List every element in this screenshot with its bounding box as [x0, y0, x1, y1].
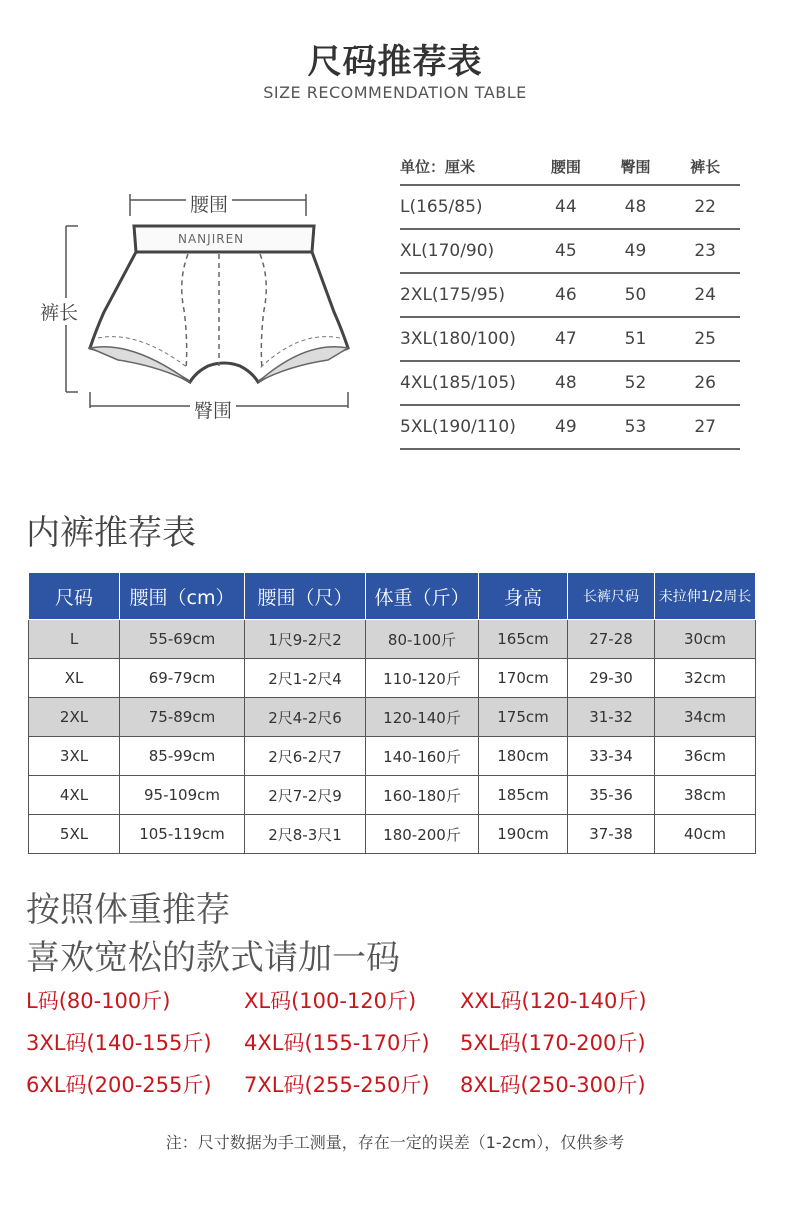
list-item: XL码(100-120斤)	[244, 989, 417, 1013]
brand-text: NANJIREN	[178, 232, 245, 246]
page-subtitle: SIZE RECOMMENDATION TABLE	[263, 83, 527, 102]
table-cell: 30cm	[655, 620, 756, 659]
table-cell: 75-89cm	[120, 698, 245, 737]
table-cell: 110-120斤	[366, 659, 479, 698]
list-item: XXL码(120-140斤)	[460, 989, 647, 1013]
table-cell: 4XL	[29, 776, 120, 815]
table-cell: 1尺9-2尺2	[245, 620, 366, 659]
list-item: 4XL码(155-170斤)	[244, 1031, 430, 1055]
table-cell: 55-69cm	[120, 620, 245, 659]
table-cell: 29-30	[568, 659, 655, 698]
table-cell: 27-28	[568, 620, 655, 659]
table-cell: 2尺4-2尺6	[245, 698, 366, 737]
page-title: 尺码推荐表	[307, 42, 483, 82]
table-cell: 2尺1-2尺4	[245, 659, 366, 698]
list-item: 5XL码(170-200斤)	[460, 1031, 646, 1055]
list-item: 3XL码(140-155斤)	[26, 1031, 212, 1055]
table-cell: 2XL	[29, 698, 120, 737]
table-cell: 46	[531, 273, 601, 317]
table-cell: 32cm	[655, 659, 756, 698]
table-row	[400, 185, 740, 229]
table-row	[400, 361, 740, 405]
table-cell: 175cm	[479, 698, 568, 737]
table-cell: 31-32	[568, 698, 655, 737]
length-label: 裤长	[40, 298, 78, 325]
table-cell: 4XL(185/105)	[400, 361, 531, 405]
waist-label: 腰围	[186, 190, 232, 217]
hip-label: 臀围	[190, 396, 236, 423]
table-cell: 24	[670, 273, 740, 317]
table-cell: 36cm	[655, 737, 756, 776]
table-cell: 38cm	[655, 776, 756, 815]
table-cell: 26	[670, 361, 740, 405]
table-row	[29, 659, 756, 698]
section-title: 内裤推荐表	[26, 513, 196, 553]
table-cell: 160-180斤	[366, 776, 479, 815]
table-row	[29, 620, 756, 659]
underwear-size-table	[28, 572, 756, 854]
column-header: 尺码	[29, 573, 120, 620]
table-cell: 80-100斤	[366, 620, 479, 659]
table-cell: 27	[670, 405, 740, 449]
list-item: 7XL码(255-250斤)	[244, 1073, 430, 1097]
table-cell: 23	[670, 229, 740, 273]
table-cell: 165cm	[479, 620, 568, 659]
list-item: 8XL码(250-300斤)	[460, 1073, 646, 1097]
table-cell: 34cm	[655, 698, 756, 737]
table-cell: 51	[601, 317, 671, 361]
table-row	[29, 776, 756, 815]
column-header: 长裤尺码	[568, 573, 655, 620]
underwear-illustration	[38, 180, 368, 430]
table-cell: 25	[670, 317, 740, 361]
size-table-cm	[400, 148, 740, 450]
table-cell: 180-200斤	[366, 815, 479, 854]
table-cell: 48	[531, 361, 601, 405]
table-cell: 2尺7-2尺9	[245, 776, 366, 815]
table-row	[400, 229, 740, 273]
table-cell: 3XL(180/100)	[400, 317, 531, 361]
table-cell: 2XL(175/95)	[400, 273, 531, 317]
table-row	[400, 405, 740, 449]
table-cell: 33-34	[568, 737, 655, 776]
table-cell: 37-38	[568, 815, 655, 854]
table-cell: 45	[531, 229, 601, 273]
underwear-diagram	[38, 180, 368, 430]
table-cell: L(165/85)	[400, 185, 531, 229]
table-cell: 47	[531, 317, 601, 361]
table-cell: 105-119cm	[120, 815, 245, 854]
table-cell: 5XL	[29, 815, 120, 854]
list-item: 6XL码(200-255斤)	[26, 1073, 212, 1097]
table-cell: 69-79cm	[120, 659, 245, 698]
column-header: 未拉伸1/2周长	[655, 573, 756, 620]
table-cell: 52	[601, 361, 671, 405]
table-cell: L	[29, 620, 120, 659]
table-cell: 190cm	[479, 815, 568, 854]
table-cell: 40cm	[655, 815, 756, 854]
recommendation-heading: 按照体重推荐	[26, 890, 230, 930]
column-header: 单位：厘米	[400, 148, 531, 185]
table-cell: 180cm	[479, 737, 568, 776]
table-cell: 44	[531, 185, 601, 229]
column-header: 臀围	[601, 148, 671, 185]
table-header-row	[400, 148, 740, 185]
table-cell: 85-99cm	[120, 737, 245, 776]
table-cell: 140-160斤	[366, 737, 479, 776]
table-cell: 49	[531, 405, 601, 449]
measurement-note: 注：尺寸数据为手工测量，存在一定的误差（1-2cm），仅供参考	[165, 1133, 625, 1152]
table-cell: 53	[601, 405, 671, 449]
column-header: 腰围（cm）	[120, 573, 245, 620]
table-row	[29, 737, 756, 776]
table-cell: 3XL	[29, 737, 120, 776]
column-header: 腰围	[531, 148, 601, 185]
column-header: 裤长	[670, 148, 740, 185]
table-cell: XL	[29, 659, 120, 698]
column-header: 身高	[479, 573, 568, 620]
table-cell: 2尺6-2尺7	[245, 737, 366, 776]
column-header: 体重（斤）	[366, 573, 479, 620]
table-cell: 5XL(190/110)	[400, 405, 531, 449]
table-cell: 35-36	[568, 776, 655, 815]
table-row	[29, 815, 756, 854]
table-cell: 22	[670, 185, 740, 229]
table-cell: 170cm	[479, 659, 568, 698]
table-cell: 48	[601, 185, 671, 229]
table-cell: XL(170/90)	[400, 229, 531, 273]
table-cell: 50	[601, 273, 671, 317]
table-row	[400, 273, 740, 317]
table-cell: 120-140斤	[366, 698, 479, 737]
table-row	[400, 317, 740, 361]
table-cell: 2尺8-3尺1	[245, 815, 366, 854]
list-item: L码(80-100斤)	[26, 989, 171, 1013]
table-cell: 95-109cm	[120, 776, 245, 815]
column-header: 腰围（尺）	[245, 573, 366, 620]
table-cell: 49	[601, 229, 671, 273]
table-header-row	[29, 573, 756, 620]
recommendation-subheading: 喜欢宽松的款式请加一码	[26, 938, 400, 978]
table-row	[29, 698, 756, 737]
table-cell: 185cm	[479, 776, 568, 815]
